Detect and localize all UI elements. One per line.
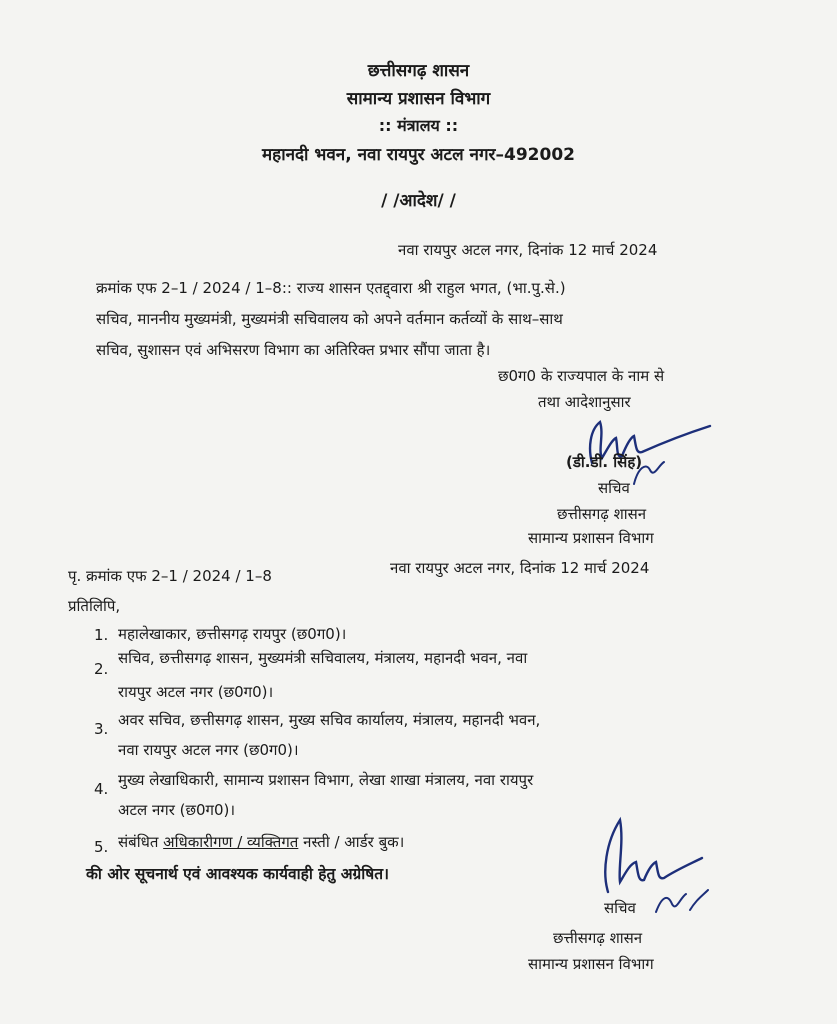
signatory-title: सचिव (598, 479, 630, 497)
copy-item-5 (118, 832, 404, 852)
order-para-line-3: सचिव, सुशासन एवं अभिसरण विभाग का अतिरिक्त प्रभार सौंपा जाता है। (96, 341, 491, 359)
copy-item-line: अवर सचिव, छत्तीसगढ़ शासन, मुख्य सचिव कार्यालय, मंत्रालय, महानदी भवन, (118, 711, 541, 729)
closing-line: की ओर सूचनार्थ एवं आवश्यक कार्यवाही हेतु अग्रेषित। (86, 865, 389, 883)
copy-item-number: 5. (94, 838, 109, 856)
copy-signatory-title: सचिव (604, 899, 636, 917)
initials-mark-2 (652, 886, 712, 920)
order-para-line-1: क्रमांक एफ 2–1 / 2024 / 1–8:: राज्य शासन एतद्द्वारा श्री राहुल भगत, (भा.पु.से.) (96, 279, 566, 297)
copy-item-line: नवा रायपुर अटल नगर (छ0ग0)। (118, 741, 299, 759)
copy-item-line: सचिव, छत्तीसगढ़ शासन, मुख्यमंत्री सचिवालय, मंत्रालय, महानदी भवन, नवा (118, 649, 528, 667)
order-title: / /आदेश/ / (381, 191, 456, 211)
copy-reference-number: पृ. क्रमांक एफ 2–1 / 2024 / 1–8 (68, 567, 272, 585)
copy-item-number: 3. (94, 720, 109, 738)
copy-item-5-underlined: अधिकारीगण / व्यक्तिगत (163, 833, 299, 851)
copy-place-date: नवा रायपुर अटल नगर, दिनांक 12 मार्च 2024 (390, 559, 650, 577)
order-place-date: नवा रायपुर अटल नगर, दिनांक 12 मार्च 2024 (398, 241, 658, 259)
header-ministry: :: मंत्रालय :: (378, 116, 459, 135)
header-address: महानदी भवन, नवा रायपुर अटल नगर–492002 (262, 145, 575, 165)
copy-item-number: 2. (94, 660, 109, 678)
copy-item-number: 4. (94, 780, 109, 798)
signatory-government: छत्तीसगढ़ शासन (557, 505, 647, 523)
copy-item-5-prefix: संबंधित (118, 833, 159, 851)
copy-item-line: रायपुर अटल नगर (छ0ग0)। (118, 683, 274, 701)
copy-label: प्रतिलिपि, (68, 597, 121, 615)
signatory-department: सामान्य प्रशासन विभाग (528, 529, 654, 547)
signatory-name: (डी.डी. सिंह) (566, 453, 643, 471)
governor-line-2: तथा आदेशानुसार (538, 393, 631, 411)
copy-item-line: मुख्य लेखाधिकारी, सामान्य प्रशासन विभाग, लेखा शाखा मंत्रालय, नवा रायपुर (118, 771, 534, 789)
governor-line-1: छ0ग0 के राज्यपाल के नाम से (498, 367, 665, 385)
order-para-line-2: सचिव, माननीय मुख्यमंत्री, मुख्यमंत्री सचिवालय को अपने वर्तमान कर्तव्यों के साथ–साथ (96, 310, 563, 328)
header-department: सामान्य प्रशासन विभाग (346, 89, 491, 109)
copy-signatory-department: सामान्य प्रशासन विभाग (528, 955, 654, 973)
copy-item-line: महालेखाकार, छत्तीसगढ़ रायपुर (छ0ग0)। (118, 625, 347, 643)
copy-signatory-government: छत्तीसगढ़ शासन (553, 929, 643, 947)
initials-mark-1 (628, 456, 668, 490)
copy-item-number: 1. (94, 626, 109, 644)
copy-item-line: अटल नगर (छ0ग0)। (118, 801, 236, 819)
header-government: छत्तीसगढ़ शासन (367, 61, 470, 81)
copy-item-5-suffix: नस्ती / आर्डर बुक। (303, 833, 405, 851)
